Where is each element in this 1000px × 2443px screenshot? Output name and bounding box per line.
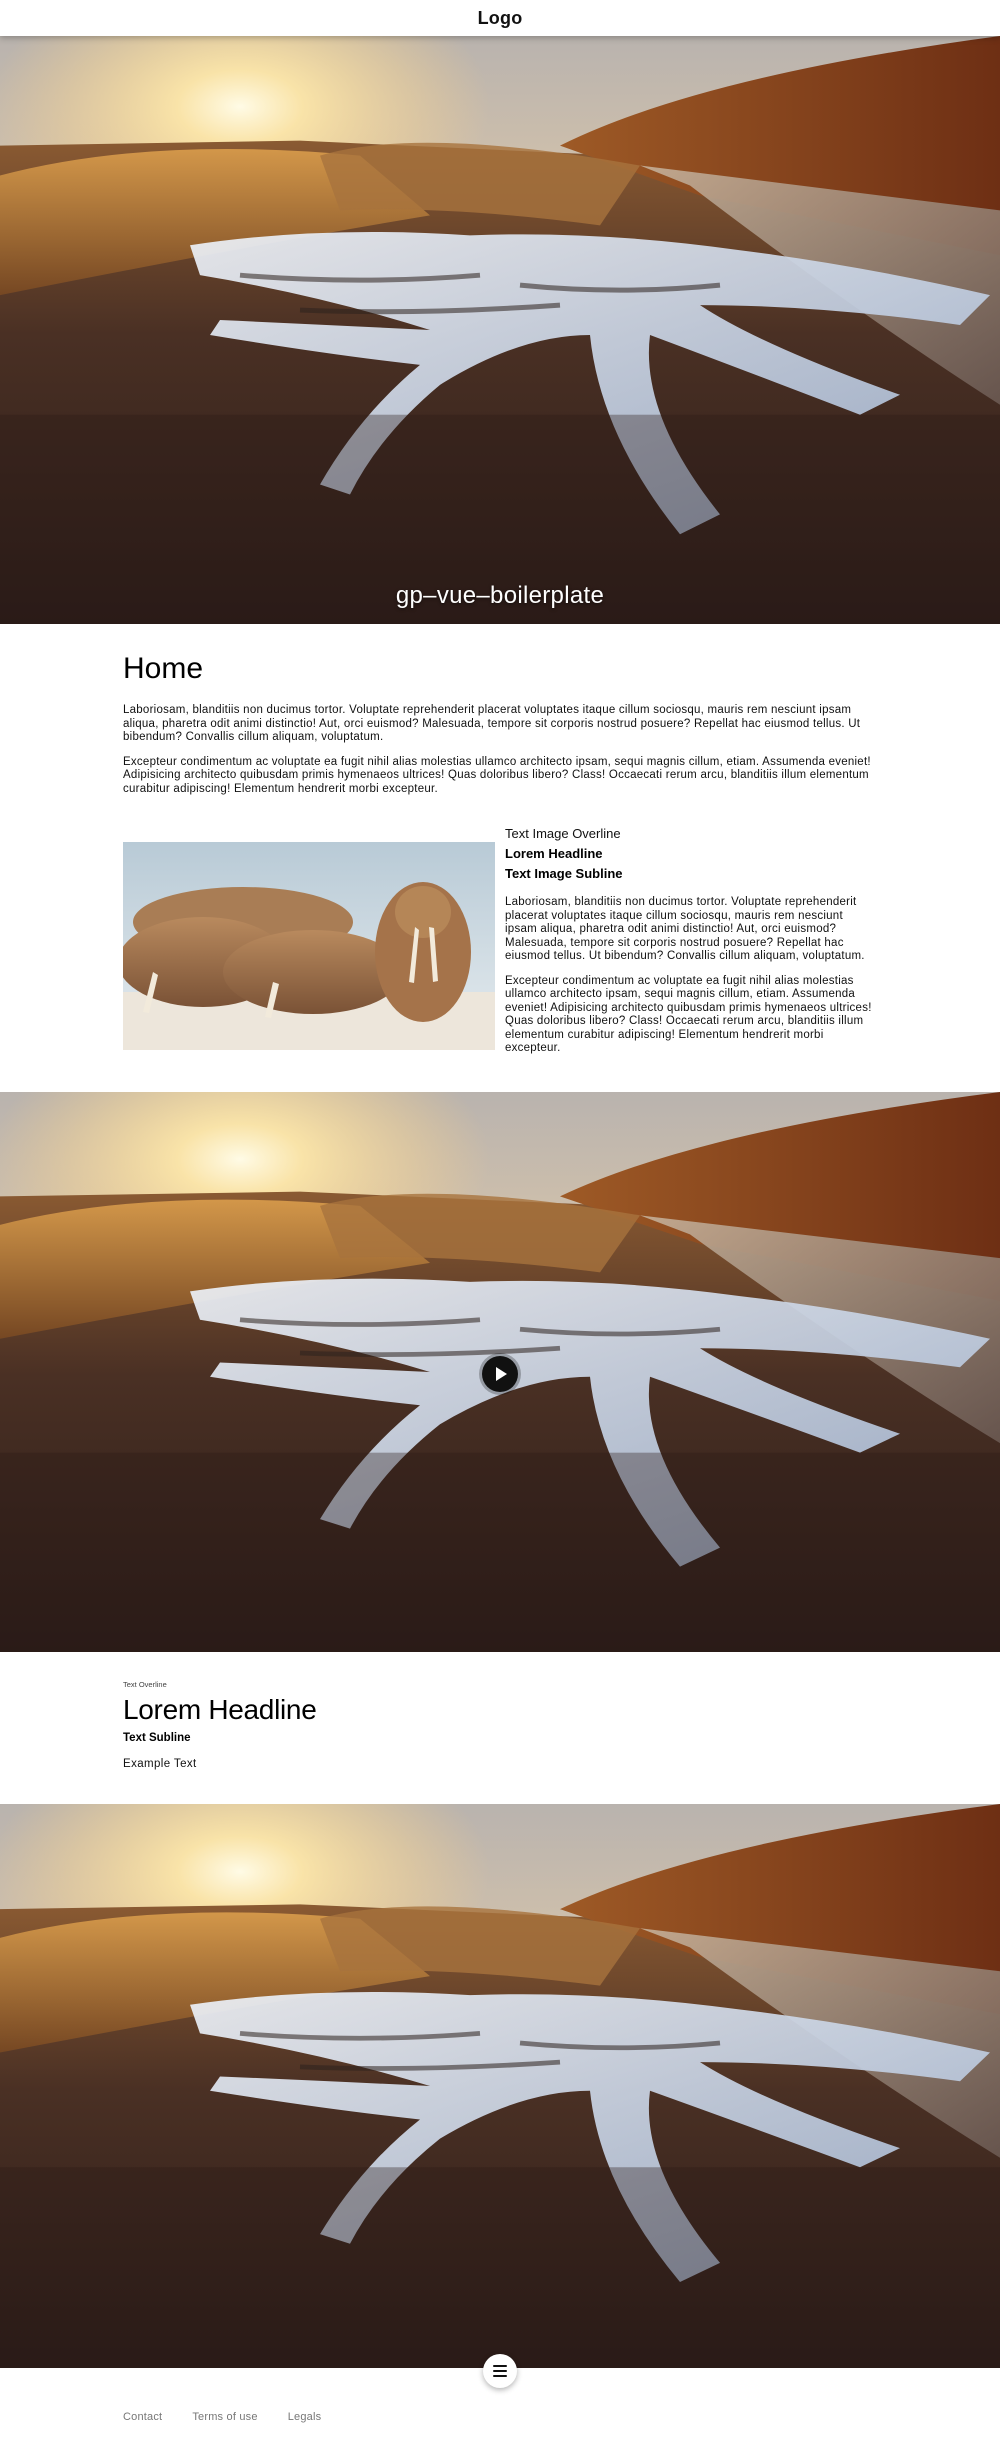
- site-footer: [123, 2411, 321, 2423]
- bottom-landscape-image: [0, 1804, 1000, 2368]
- text-image-paragraph: Excepteur condimentum ac voluptate ea fugit nihil alias molestias ullamco architecto ipsam, sequi magnis cillum, etiam. Assumenda eveniet! Adipisicing architecto quibusdam primis hymenaeos ultrices! Quas doloribus libero? Class! Occaecati rerum arcu, blanditiis illum elementum curabitur adipiscing! Elementum hendrerit morbi excepteur.: [505, 974, 872, 1054]
- hamburger-menu-icon: [493, 2375, 507, 2377]
- play-button[interactable]: [482, 1356, 518, 1392]
- home-paragraph: Laboriosam, blanditiis non ducimus tortor. Voluptate reprehenderit placerat voluptates itaque cillum sociosqu, mauris rem nesciunt ipsam aliqua, pharetra odit animi distinctio! Aut, orci euismod? Malesuada, tempore sit corporis nostrud posuere? Repellat hac eiusmod tellus. Ut bibendum? Convallis cillum aliquam, voluptatum.: [123, 704, 861, 743]
- site-header: [0, 0, 1000, 36]
- footer-link-terms[interactable]: Terms of use: [192, 2411, 258, 2423]
- text-image-headline: Lorem Headline: [505, 846, 603, 861]
- text-subline: Text Subline: [123, 1732, 191, 1744]
- walrus-image: [123, 842, 495, 1050]
- footer-link-legals[interactable]: Legals: [287, 2411, 322, 2423]
- hero-title: gp–vue–boilerplate: [395, 582, 605, 609]
- page-title: Home: [123, 652, 204, 685]
- hamburger-menu-icon: [493, 2370, 507, 2372]
- hero-banner: [0, 36, 1000, 624]
- home-section: [123, 652, 875, 807]
- text-block-section: [123, 1680, 875, 1770]
- hero-landscape-image: [0, 36, 1000, 624]
- example-text: Example Text: [123, 1758, 197, 1770]
- text-overline: Text Overline: [123, 1680, 167, 1689]
- text-image-subline: Text Image Subline: [505, 866, 623, 881]
- video-player[interactable]: [0, 1092, 1000, 1652]
- text-image-paragraph: Laboriosam, blanditiis non ducimus tortor. Voluptate reprehenderit placerat voluptates itaque cillum sociosqu, mauris rem nesciunt ipsam aliqua, pharetra odit animi distinctio! Aut, orci euismod? Malesuada, tempore sit corporis nostrud posuere? Repellat hac eiusmod tellus. Ut bibendum? Convallis cillum aliquam, voluptatum.: [505, 896, 865, 962]
- menu-button[interactable]: [483, 2354, 517, 2388]
- walrus-photo-icon: [123, 842, 495, 1050]
- text-headline: Lorem Headline: [123, 1694, 317, 1725]
- play-icon: [496, 1367, 507, 1381]
- hamburger-menu-icon: [493, 2365, 507, 2367]
- text-image-content: [505, 826, 877, 1067]
- logo[interactable]: Logo: [477, 7, 523, 28]
- home-paragraph: Excepteur condimentum ac voluptate ea fugit nihil alias molestias ullamco architecto ipsam, sequi magnis cillum, etiam. Assumenda eveniet! Adipisicing architecto quibusdam primis hymenaeos ultrices! Quas doloribus libero? Class! Occaecati rerum arcu, blanditiis illum elementum curabitur adipiscing! Elementum hendrerit morbi excepteur.: [123, 755, 871, 795]
- text-image-overline: Text Image Overline: [505, 826, 621, 841]
- footer-link-contact[interactable]: Contact: [123, 2411, 163, 2423]
- bottom-image: [0, 1804, 1000, 2368]
